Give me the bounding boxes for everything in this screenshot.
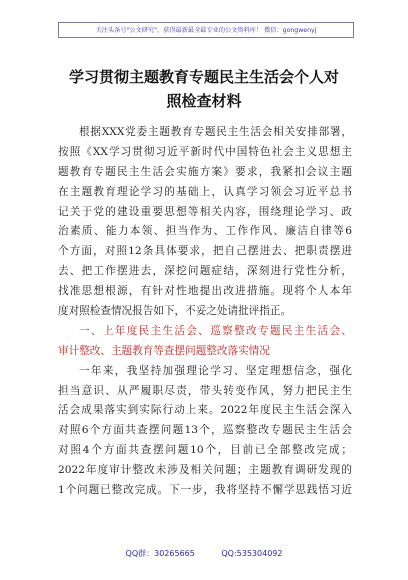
footer (0, 548, 408, 559)
section-heading-line: 一、上年度民主生活会、巡察整改专题民主生活会、 (79, 324, 352, 337)
body-text-line: 活会成果落实到实际行动上来。2022年度民主生活会深入 (58, 404, 352, 417)
document-title-line-1: 学习贯彻主题教育专题民主生活会个人对 (68, 68, 339, 86)
body-text-line: 担当意识、从严履职尽责，带头转变作风，努力把民主生 (58, 384, 352, 397)
document-body (58, 123, 352, 501)
body-text-line: 按照《XX学习贯彻习近平新时代中国特色社会主义思想主 (58, 145, 352, 158)
footer-qq-group: QQ群：30265665 (125, 549, 195, 558)
body-text-line: 对照4个方面共查摆问题10个，目前已全部整改完成； (58, 444, 352, 457)
body-text-line: 个方面，对照12条具体要求，把自己摆进去、把职责摆进 (58, 245, 352, 258)
body-text-line: 度对照检查情况报告如下，不妥之处请批评指正。 (58, 305, 292, 318)
body-text-line: 1个问题已整改完成。下一步，我将坚持不懈学思践悟习近 (58, 484, 352, 497)
header-banner: 关注头条号"公文研究"，获得最新最全最专业的公文资料库！ 微信：gongwenyj (58, 22, 354, 38)
body-text-line: 记关于党的建设重要思想等相关内容，围绕理论学习、政 (58, 205, 352, 218)
section-heading-line: 审计整改、主题教育等查摆问题整改落实情况 (58, 344, 270, 357)
body-text-line: 根据XXX党委主题教育专题民主生活会相关安排部署， (79, 126, 352, 138)
body-text-line: 找准思想根源，有针对性地提出改进措施。现将个人本年 (58, 285, 352, 298)
body-text-line: 对照6个方面共查摆问题13个，巡察整改专题民主生活会 (58, 424, 352, 437)
body-text-line: 去、把工作摆进去，深挖问题症结，深刻进行党性分析， (58, 265, 352, 278)
body-text-line: 治素质、能力本领、担当作为、工作作风、廉洁自律等6 (58, 225, 352, 238)
body-text-line: 2022年度审计整改未涉及相关问题；主题教育调研发现的 (58, 464, 352, 477)
document-title-line-2: 照检查材料 (166, 92, 242, 110)
footer-qq: QQ:535304092 (221, 549, 283, 558)
body-text-line: 一年来，我坚持加强理论学习、坚定理想信念，强化 (79, 364, 352, 377)
body-text-line: 题教育专题民主生活会实施方案》要求，我紧扣会议主题 (58, 165, 352, 178)
body-text-line: 在主题教育理论学习的基础上，认真学习领会习近平总书 (58, 185, 352, 198)
